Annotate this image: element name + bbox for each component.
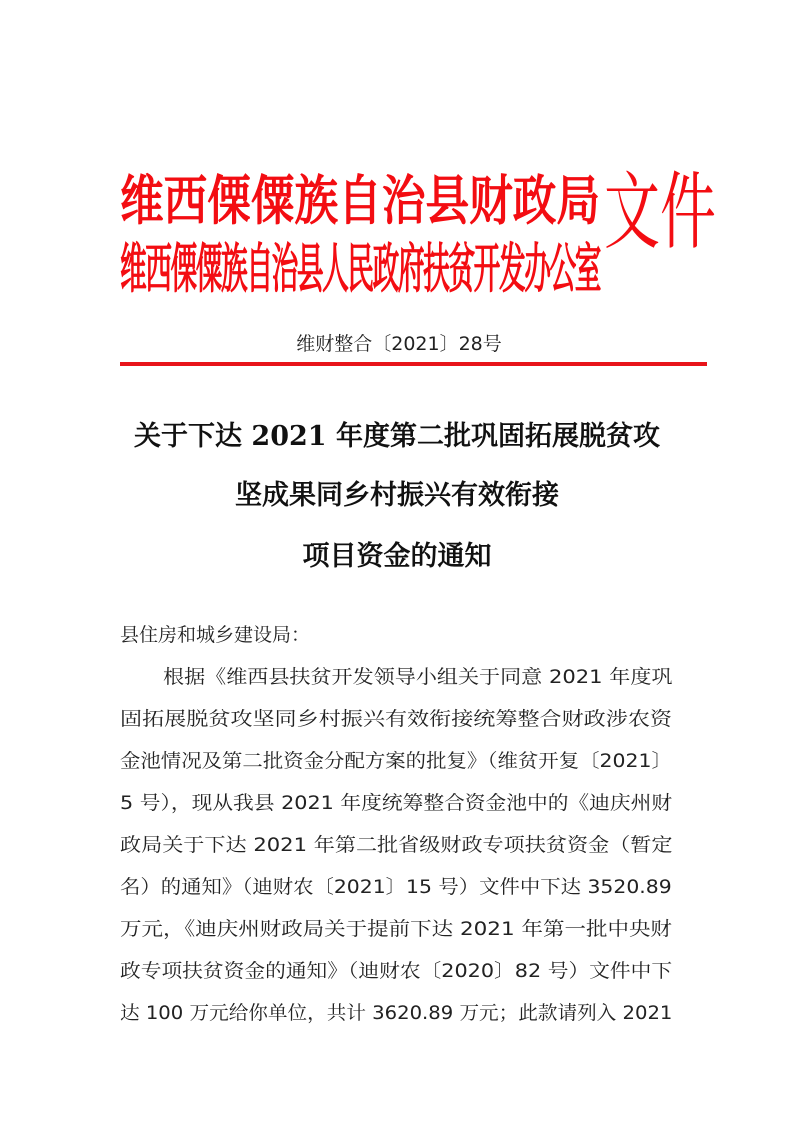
issuer-name-poverty-office: 维西傈僳族自治县人民政府扶贫开发办公室 <box>120 238 601 301</box>
body-line: 万元，《迪庆州财政局关于提前下达 2021 年第一批中央财 <box>120 918 672 940</box>
body-line: 政局关于下达 2021 年第二批省级财政专项扶贫资金（暂定 <box>120 834 673 856</box>
title-line-3: 项目资金的通知 <box>302 541 492 572</box>
document-number-text: 维财整合〔2021〕28号 <box>296 333 502 355</box>
title-line-2: 坚成果同乡村振兴有效衔接 <box>235 480 559 511</box>
body-line: 政专项扶贫资金的通知》（迪财农〔2020〕82 号）文件中下 <box>120 960 673 982</box>
body-line: 固拓展脱贫攻坚同乡村振兴有效衔接统筹整合财政涉农资 <box>120 708 673 730</box>
document-number <box>0 331 794 357</box>
addressee: 县住房和城乡建设局： <box>120 624 311 646</box>
title-line-1: 关于下达 2021 年度第二批巩固拓展脱贫攻 <box>134 421 660 452</box>
body-line: 名）的通知》（迪财农〔2021〕15 号）文件中下达 3520.89 <box>120 876 672 898</box>
document-type-label: 文件 <box>604 164 716 262</box>
issuer-name-finance-bureau: 维西傈僳族自治县财政局 <box>120 170 600 233</box>
body-line: 根据《维西县扶贫开发领导小组关于同意 2021 年度巩 <box>163 666 673 688</box>
body-line: 金池情况及第二批资金分配方案的批复》（维贫开复〔2021〕 <box>120 750 672 772</box>
body-line: 5 号），现从我县 2021 年度统筹整合资金池中的《迪庆州财 <box>120 792 673 814</box>
body-line: 达 100 万元给你单位，共计 3620.89 万元；此款请列入 2021 <box>120 1002 673 1024</box>
red-divider-rule <box>120 362 707 366</box>
